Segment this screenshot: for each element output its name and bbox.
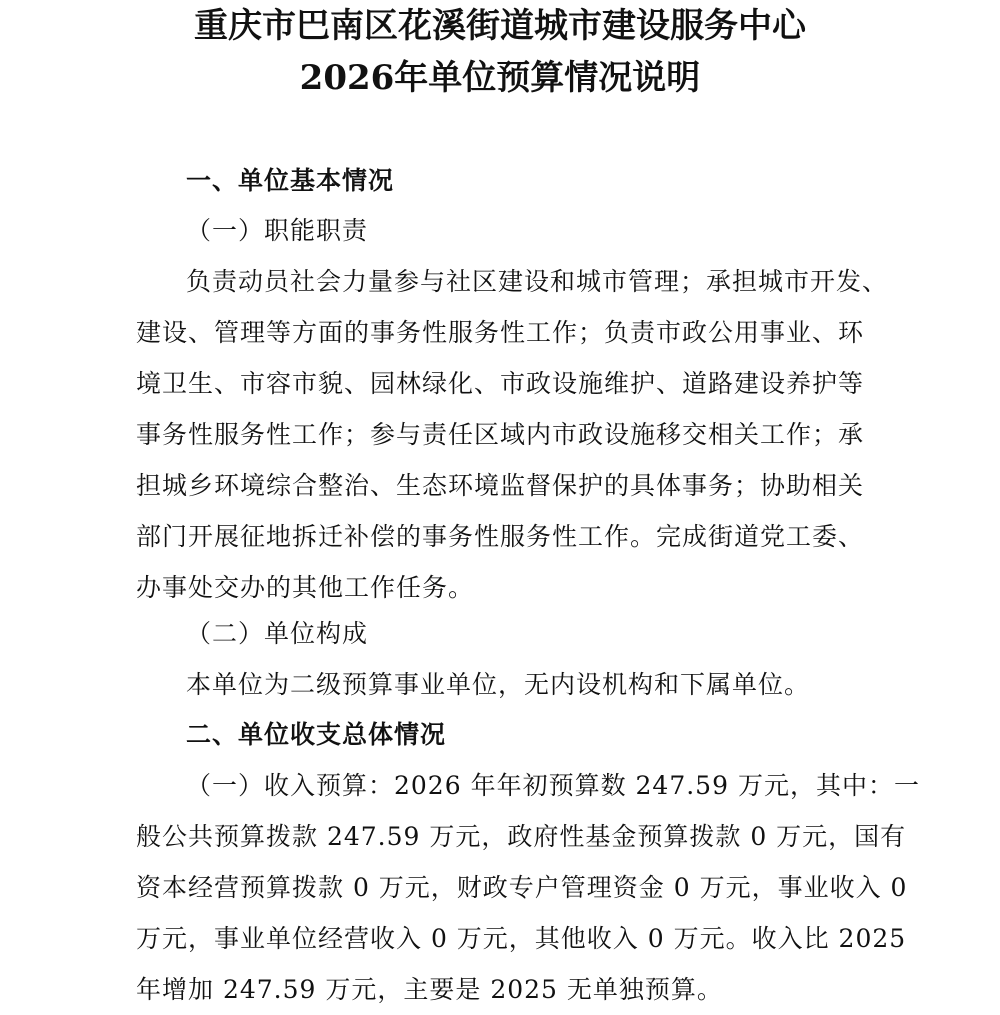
duties-line: 负责动员社会力量参与社区建设和城市管理；承担城市开发、	[186, 267, 889, 296]
income-line: 般公共预算拨款 247.59 万元，政府性基金预算拨款 0 万元，国有	[136, 822, 907, 851]
duties-line: 境卫生、市容市貌、园林绿化、市政设施维护、道路建设养护等	[136, 369, 865, 398]
duties-line: 部门开展征地拆迁补偿的事务性服务性工作。完成街道党工委、	[136, 522, 865, 551]
duties-paragraph	[136, 256, 889, 613]
duties-line: 建设、管理等方面的事务性服务性工作；负责市政公用事业、环	[136, 318, 865, 347]
document-title-line-2: 2026年单位预算情况说明	[299, 58, 701, 98]
income-paragraph	[136, 760, 920, 1015]
duties-line: 办事处交办的其他工作任务。	[136, 573, 475, 602]
duties-line: 担城乡环境综合整治、生态环境监督保护的具体事务；协助相关	[136, 471, 865, 500]
income-line: 万元，事业单位经营收入 0 万元，其他收入 0 万元。收入比 2025	[136, 924, 907, 953]
income-line: （一）收入预算：2026 年年初预算数 247.59 万元，其中：一	[186, 771, 920, 800]
section-2-heading: 二、单位收支总体情况	[186, 720, 447, 749]
income-line: 年增加 247.59 万元，主要是 2025 无单独预算。	[136, 975, 723, 1004]
section-1-heading: 一、单位基本情况	[186, 166, 395, 195]
composition-paragraph: 本单位为二级预算事业单位，无内设机构和下属单位。	[186, 670, 811, 699]
income-line: 资本经营预算拨款 0 万元，财政专户管理资金 0 万元，事业收入 0	[136, 873, 908, 902]
subsection-duties-heading: （一）职能职责	[186, 216, 369, 245]
subsection-composition-heading: （二）单位构成	[186, 619, 369, 648]
document-title-line-1: 重庆市巴南区花溪街道城市建设服务中心	[194, 6, 806, 46]
duties-line: 事务性服务性工作；参与责任区域内市政设施移交相关工作；承	[136, 420, 865, 449]
